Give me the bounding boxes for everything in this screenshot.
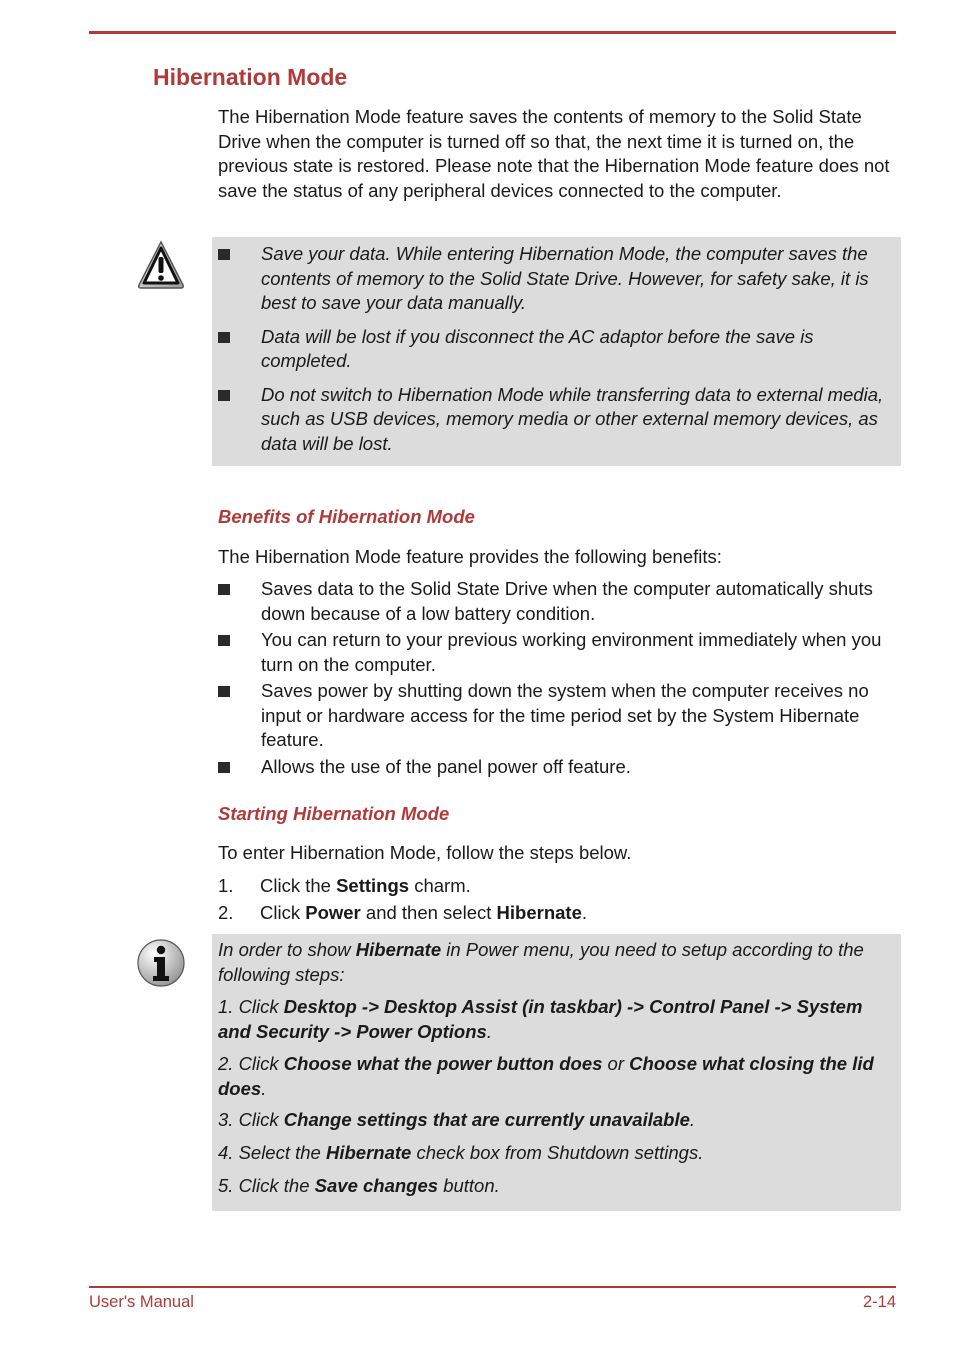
benefits-list bbox=[218, 577, 898, 779]
bullet-icon bbox=[218, 332, 230, 343]
bullet-icon bbox=[218, 249, 230, 260]
list-item: Do not switch to Hibernation Mode while transferring data to external media, such as USB devices, memory media or other external memory devices, as data will be lost. bbox=[218, 383, 898, 457]
bullet-icon bbox=[218, 390, 230, 401]
section-title: Hibernation Mode bbox=[153, 64, 348, 90]
info-icon bbox=[136, 938, 186, 988]
starting-heading: Starting Hibernation Mode bbox=[218, 803, 450, 824]
benefits-heading: Benefits of Hibernation Mode bbox=[218, 506, 475, 527]
benefits-intro: The Hibernation Mode feature provides the following benefits: bbox=[218, 546, 722, 567]
bullet-icon bbox=[218, 686, 230, 697]
footer-rule bbox=[89, 1286, 896, 1288]
bullet-icon bbox=[218, 584, 230, 595]
note-paragraph: 2. Click Choose what the power button does or Choose what closing the lid does. bbox=[218, 1053, 874, 1099]
note-paragraph: In order to show Hibernate in Power menu, you need to setup according to the following steps: bbox=[218, 939, 864, 985]
list-item: Saves data to the Solid State Drive when the computer automatically shuts down because of a low battery condition. bbox=[218, 577, 898, 626]
steps-list bbox=[218, 874, 898, 927]
note-paragraph: 5. Click the Save changes button. bbox=[218, 1175, 500, 1196]
footer-manual-label: User's Manual bbox=[89, 1293, 194, 1311]
note-paragraph: 1. Click Desktop -> Desktop Assist (in taskbar) -> Control Panel -> System and Security -> Power Options. bbox=[218, 996, 863, 1042]
list-item: Save your data. While entering Hibernation Mode, the computer saves the contents of memory to the Solid State Drive. However, for safety sake, it is best to save your data manually. bbox=[218, 242, 898, 316]
intro-paragraph: The Hibernation Mode feature saves the contents of memory to the Solid State Drive when the computer is turned off so that, the next time it is turned on, the previous state is restored. Please note that the Hibernation Mode feature does not save the status of any peripheral devices connected to the computer. bbox=[218, 106, 890, 201]
footer-page-number: 2-14 bbox=[862, 1293, 896, 1311]
note-paragraph: 4. Select the Hibernate check box from Shutdown settings. bbox=[218, 1142, 704, 1163]
bullet-icon bbox=[218, 762, 230, 773]
note-paragraph: 3. Click Change settings that are currently unavailable. bbox=[218, 1109, 696, 1130]
list-item: You can return to your previous working environment immediately when you turn on the computer. bbox=[218, 628, 898, 677]
starting-intro: To enter Hibernation Mode, follow the steps below. bbox=[218, 842, 632, 863]
list-item: Saves power by shutting down the system when the computer receives no input or hardware access for the time period set by the System Hibernate feature. bbox=[218, 679, 898, 753]
step-item: 2. Click Power and then select Hibernate. bbox=[218, 901, 587, 923]
list-item: Data will be lost if you disconnect the AC adaptor before the save is completed. bbox=[218, 325, 898, 374]
warning-triangle-icon bbox=[136, 239, 186, 291]
caution-list bbox=[218, 242, 898, 456]
header-rule bbox=[89, 31, 896, 34]
step-item: 1. Click the Settings charm. bbox=[218, 875, 471, 896]
bullet-icon bbox=[218, 635, 230, 646]
list-item: Allows the use of the panel power off feature. bbox=[218, 755, 898, 780]
